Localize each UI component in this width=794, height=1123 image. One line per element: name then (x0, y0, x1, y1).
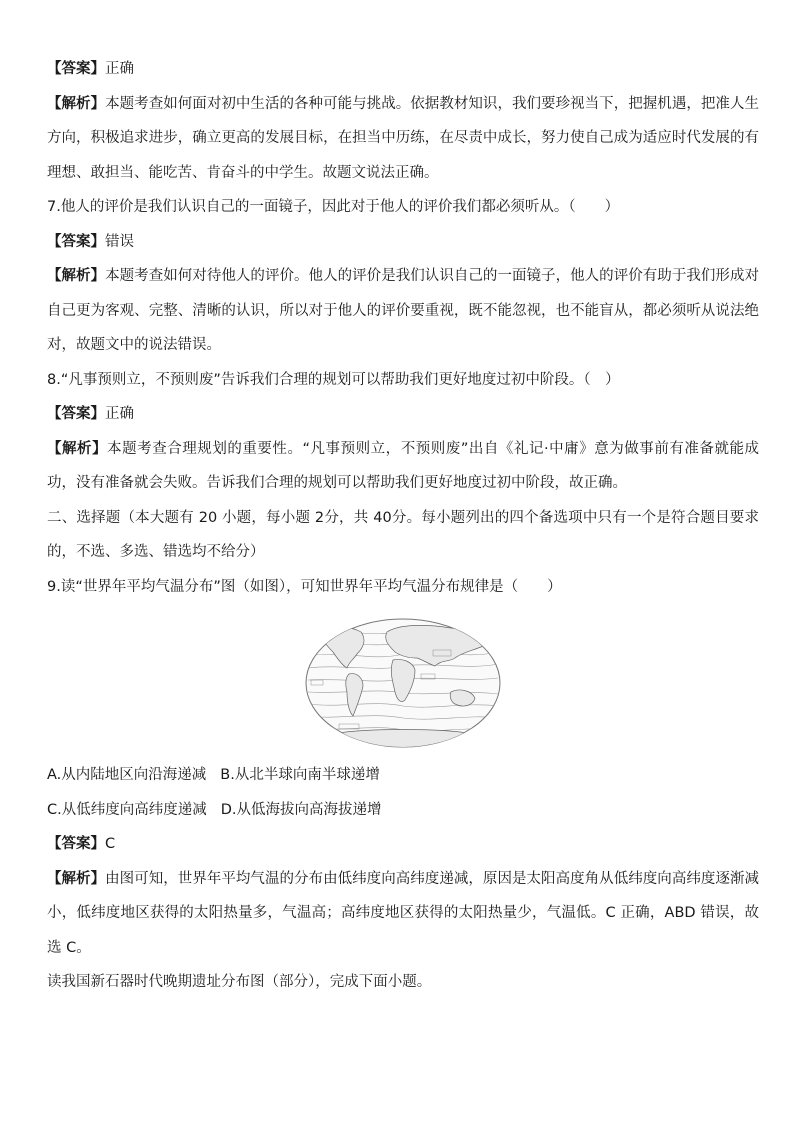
document-page (47, 52, 759, 1000)
q9-option-d: D.从低海拔向高海拔递增 (220, 801, 382, 818)
q7-analysis-text: 本题考查如何对待他人的评价。他人的评价是我们认识自己的一面镜子，他人的评价有助于我们形成对自己更为客观、完整、清晰的认识，所以对于他人的评价要重视，既不能忽视，也不能盲从，都必须听从说法绝对，故题文中的说法错误。 (47, 268, 759, 353)
analysis-tag: 【解析】 (47, 268, 106, 284)
q7-analysis (47, 259, 759, 363)
q9-answer: C (105, 836, 116, 852)
q6-analysis-text: 本题考查如何面对初中生活的各种可能与挑战。依据教材知识，我们要珍视当下，把握机遇，把准人生方向，积极追求进步，确立更高的发展目标，在担当中历练，在尽责中成长，努力使自己成为适应时代发展的有理想、敢担当、能吃苦、肯奋斗的中学生。故题文说法正确。 (47, 95, 759, 181)
section2-heading: 二、选择题（本大题有 20 小题，每小题 2分，共 40分。每小题列出的四个备选项中只有一个是符合题目要求的，不选、多选、错选均不给分） (47, 509, 759, 560)
q6-analysis (47, 87, 759, 191)
q7-answer-line (47, 225, 759, 260)
q8-answer-line (47, 397, 759, 432)
q9-option-b: B.从北半球向南半球递增 (220, 767, 380, 783)
q6-answer: 正确 (105, 61, 134, 77)
q9-option-c: C.从低纬度向高纬度递减 (47, 801, 207, 818)
answer-tag: 【答案】 (47, 406, 105, 422)
analysis-tag: 【解析】 (47, 440, 108, 457)
q8-stem: 8.“凡事预则立，不预则废”告诉我们合理的规划可以帮助我们更好地度过初中阶段。（ ） (47, 371, 620, 388)
world-temperature-map-figure (47, 616, 759, 752)
q9-options-row-1 (47, 758, 759, 793)
q8-answer: 正确 (105, 406, 134, 422)
next-group-intro: 读我国新石器时代晚期遗址分布图（部分），完成下面小题。 (47, 974, 432, 990)
q7-stem: 7.他人的评价是我们认识自己的一面镜子，因此对于他人的评价我们都必须听从。（ ） (47, 199, 620, 215)
world-map-image (303, 616, 503, 750)
q6-answer-line (47, 52, 759, 87)
q7-answer: 错误 (105, 233, 134, 250)
q9-answer-line (47, 827, 759, 862)
answer-tag: 【答案】 (47, 836, 105, 852)
q9-option-a: A.从内陆地区向沿海递减 (47, 767, 207, 783)
q8-analysis-text: 本题考查合理规划的重要性。“凡事预则立，不预则废”出自《礼记·中庸》意为做事前有准备就能成功，没有准备就会失败。告诉我们合理的规划可以帮助我们更好地度过初中阶段，故正确。 (47, 440, 760, 491)
answer-tag: 【答案】 (47, 61, 105, 77)
q9-stem: 9.读“世界年平均气温分布”图（如图），可知世界年平均气温分布规律是（ ） (47, 578, 562, 595)
q9-analysis (47, 862, 759, 966)
q9-options-row-2 (47, 793, 759, 828)
analysis-tag: 【解析】 (47, 95, 106, 112)
q8-analysis (47, 432, 759, 501)
analysis-tag: 【解析】 (47, 870, 106, 887)
answer-tag: 【答案】 (47, 233, 105, 250)
q9-analysis-text: 由图可知，世界年平均气温的分布由低纬度向高纬度递减，原因是太阳高度角从低纬度向高纬度逐渐减小，低纬度地区获得的太阳热量多，气温高；高纬度地区获得的太阳热量少，气温低。C 正确，ABD 错误，故选 C。 (47, 870, 759, 956)
